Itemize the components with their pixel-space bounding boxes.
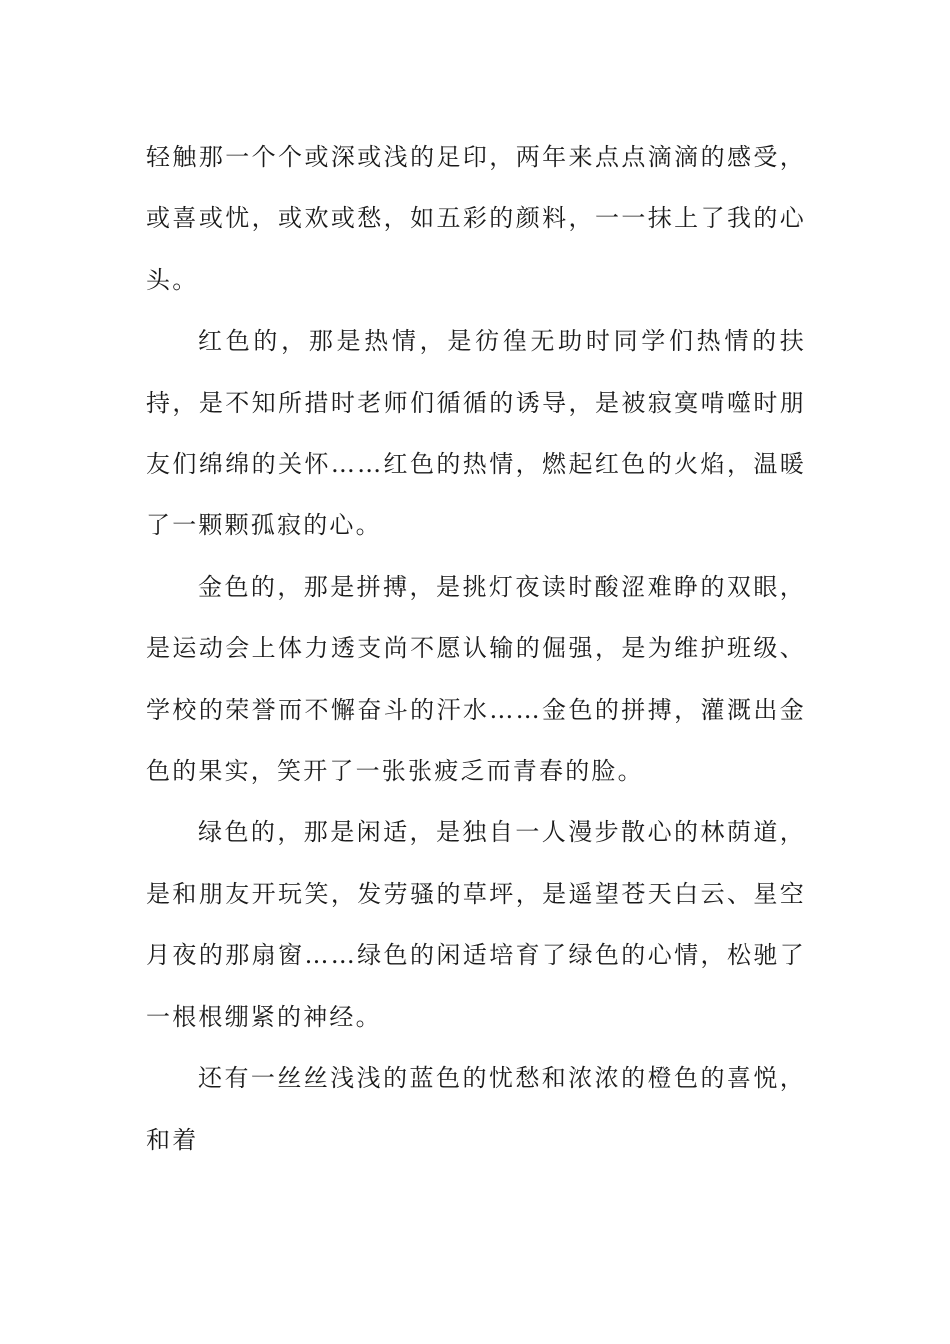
paragraph-1: 轻触那一个个或深或浅的足印，两年来点点滴滴的感受，或喜或忧，或欢或愁，如五彩的颜料，一一抹上了我的心头。: [146, 143, 806, 294]
paragraph-5: 还有一丝丝浅浅的蓝色的忧愁和浓浓的橙色的喜悦，和着: [146, 1064, 806, 1154]
paragraph-4: 绿色的，那是闲适，是独自一人漫步散心的林荫道，是和朋友开玩笑，发劳骚的草坪，是遥望苍天白云、星空月夜的那扇窗……绿色的闲适培育了绿色的心情，松驰了一根根绷紧的神经。: [146, 818, 806, 1031]
paragraph-3: 金色的，那是拼搏，是挑灯夜读时酸涩难睁的双眼，是运动会上体力透支尚不愿认输的倔强，是为维护班级、学校的荣誉而不懈奋斗的汗水……金色的拼搏，灌溉出金色的果实，笑开了一张张疲乏而青春的脸。: [146, 572, 806, 786]
document-body: [146, 127, 806, 1171]
paragraph-2: 红色的，那是热情，是彷徨无助时同学们热情的扶持，是不知所措时老师们循循的诱导，是被寂寞啃噬时朋友们绵绵的关怀……红色的热情，燃起红色的火焰，温暖了一颗颗孤寂的心。: [146, 327, 806, 540]
